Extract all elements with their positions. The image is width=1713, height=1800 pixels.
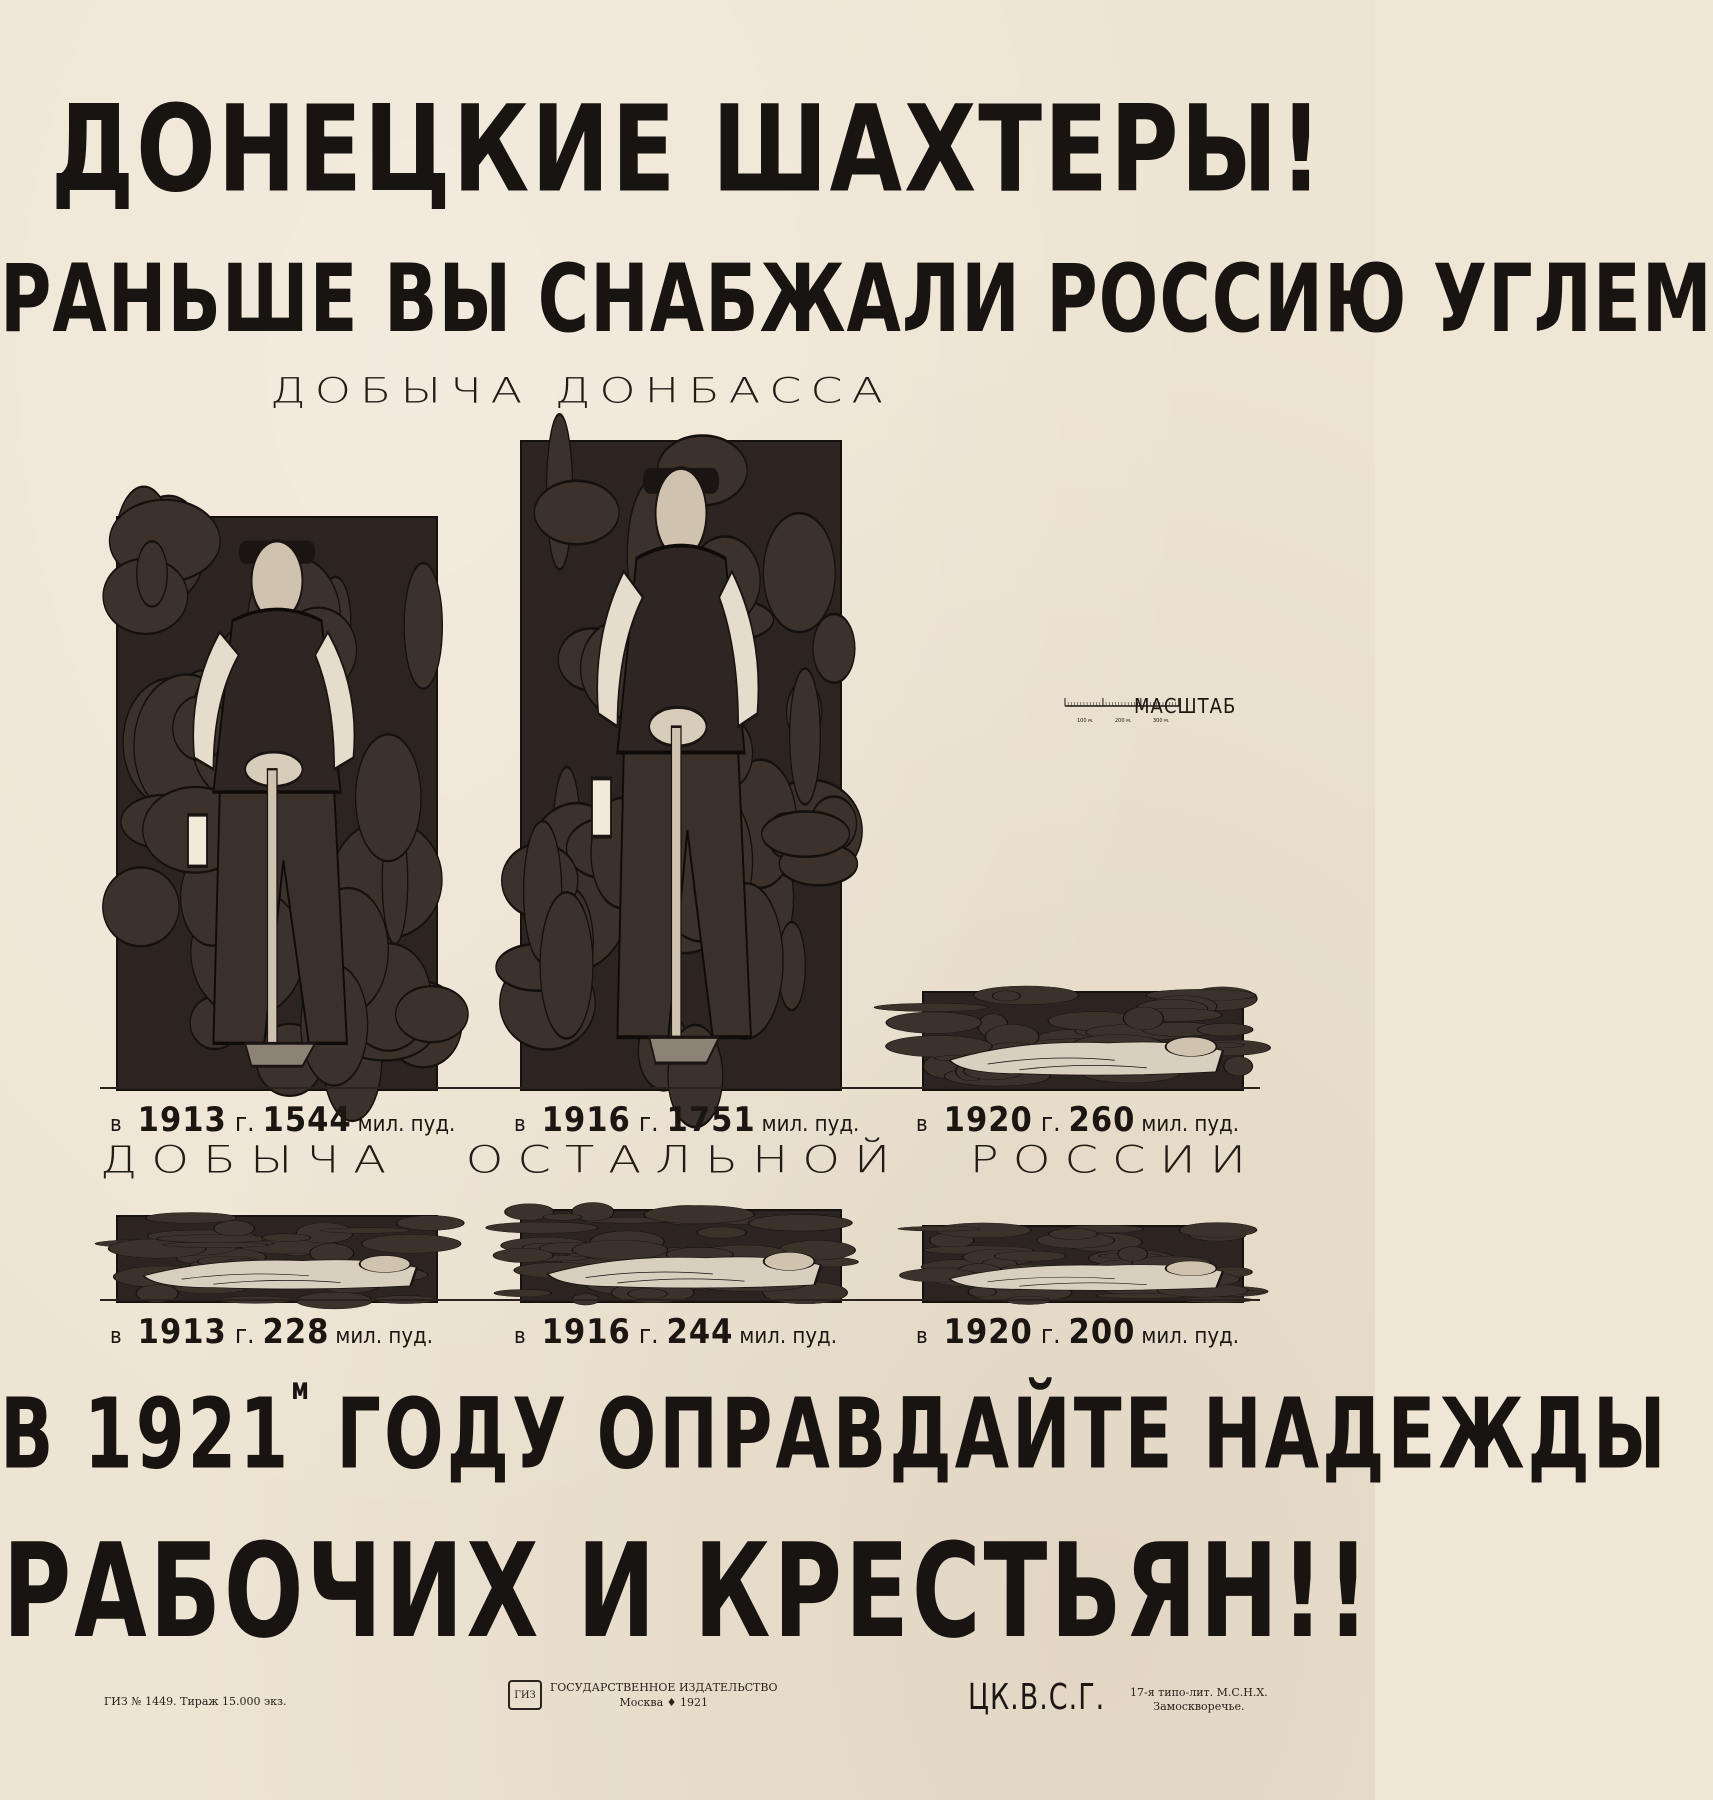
data-label-1913 — [110, 1312, 433, 1352]
bar-1913-0 — [116, 516, 438, 1091]
bar-1920-0 — [922, 991, 1244, 1091]
bar-1920-1 — [922, 1225, 1244, 1303]
data-label-1920 — [916, 1312, 1239, 1352]
press-line-1: 17-я типо-лит. М.С.Н.Х. — [1130, 1686, 1268, 1699]
slogan-line-2: РАБОЧИХ И КРЕСТЬЯН!! — [2, 1514, 1373, 1668]
russia-title-word-3: РОССИИ — [969, 1138, 1260, 1182]
press-imprint — [1130, 1686, 1268, 1714]
press-line-2: Замоскворечье. — [1153, 1700, 1245, 1713]
slogan-line-1-year: В 1921 — [0, 1378, 292, 1492]
label-prefix: в — [110, 1112, 122, 1137]
label-year: 1920 — [943, 1312, 1033, 1352]
label-unit: мил. пуд. — [739, 1324, 838, 1349]
russia-title-word-2: ОСТАЛЬНОЙ — [465, 1138, 905, 1182]
label-unit: мил. пуд. — [1141, 1324, 1240, 1349]
donbass-chart-title: ДОБЫЧА ДОНБАССА — [270, 370, 892, 411]
bar-1916-1 — [520, 1209, 842, 1303]
label-year-suffix: г. — [638, 1108, 659, 1138]
data-label-1913 — [110, 1100, 455, 1140]
label-prefix: в — [110, 1324, 122, 1349]
scale-tick-label-3: 300 м. — [1153, 718, 1170, 724]
bar-1916-0 — [520, 440, 842, 1091]
label-year-suffix: г. — [638, 1320, 659, 1350]
lying-miner-drawing — [118, 1217, 436, 1301]
label-year: 1920 — [943, 1100, 1033, 1140]
label-year: 1913 — [137, 1100, 227, 1140]
russia-chart-title — [100, 1138, 1260, 1182]
label-unit: мил. пуд. — [335, 1324, 434, 1349]
poster-subtitle: РАНЬШЕ ВЫ СНАБЖАЛИ РОССИЮ УГЛЕМ — [0, 246, 1713, 354]
poster-title: ДОНЕЦКИЕ ШАХТЕРЫ! — [50, 78, 1325, 220]
bar-1913-1 — [116, 1215, 438, 1303]
publisher-name: ГОСУДАРСТВЕННОЕ ИЗДАТЕЛЬСТВО — [550, 1681, 778, 1694]
label-prefix: в — [514, 1324, 526, 1349]
data-label-1916 — [514, 1312, 837, 1352]
scale-tick-label-1: 100 м. — [1077, 718, 1094, 724]
label-value: 260 — [1068, 1100, 1136, 1140]
label-prefix: в — [916, 1112, 928, 1137]
label-unit: мил. пуд. — [357, 1112, 456, 1137]
label-value: 200 — [1068, 1312, 1136, 1352]
lying-miner-drawing — [522, 1211, 840, 1301]
label-year-suffix: г. — [234, 1108, 255, 1138]
label-prefix: в — [514, 1112, 526, 1137]
label-year-suffix: г. — [234, 1320, 255, 1350]
label-unit: мил. пуд. — [1141, 1112, 1240, 1137]
organization-mark: ЦК.В.С.Г. — [968, 1676, 1106, 1719]
data-label-1916 — [514, 1100, 859, 1140]
label-value: 1751 — [666, 1100, 756, 1140]
publisher-block — [508, 1680, 777, 1710]
label-value: 1544 — [262, 1100, 352, 1140]
slogan-line-1 — [0, 1371, 1669, 1492]
label-year: 1916 — [541, 1100, 631, 1140]
label-year-suffix: г. — [1040, 1108, 1061, 1138]
scale-label: МАСШТАБ — [1134, 694, 1237, 718]
print-run-imprint: ГИЗ № 1449. Тираж 15.000 экз. — [104, 1695, 287, 1708]
label-year-suffix: г. — [1040, 1320, 1061, 1350]
publisher-city-year: Москва ♦ 1921 — [619, 1696, 708, 1709]
slogan-line-1-text: ГОДУ ОПРАВДАЙТЕ НАДЕЖДЫ — [336, 1378, 1669, 1492]
publisher-logo-icon: ГИЗ — [508, 1680, 542, 1710]
donbass-baseline — [100, 1087, 1260, 1089]
label-value: 228 — [262, 1312, 330, 1352]
lying-miner-drawing — [924, 1227, 1242, 1301]
label-unit: мил. пуд. — [761, 1112, 860, 1137]
scale-tick-label-2: 200 м. — [1115, 718, 1132, 724]
data-label-1920 — [916, 1100, 1239, 1140]
russia-baseline — [100, 1299, 1260, 1301]
standing-miner-drawing — [522, 442, 840, 1089]
standing-miner-drawing — [118, 518, 436, 1089]
label-value: 244 — [666, 1312, 734, 1352]
label-prefix: в — [916, 1324, 928, 1349]
slogan-line-1-superscript: м — [291, 1371, 309, 1407]
lying-miner-drawing — [924, 993, 1242, 1089]
label-year: 1913 — [137, 1312, 227, 1352]
label-year: 1916 — [541, 1312, 631, 1352]
russia-title-word-1: ДОБЫЧА — [100, 1138, 401, 1182]
